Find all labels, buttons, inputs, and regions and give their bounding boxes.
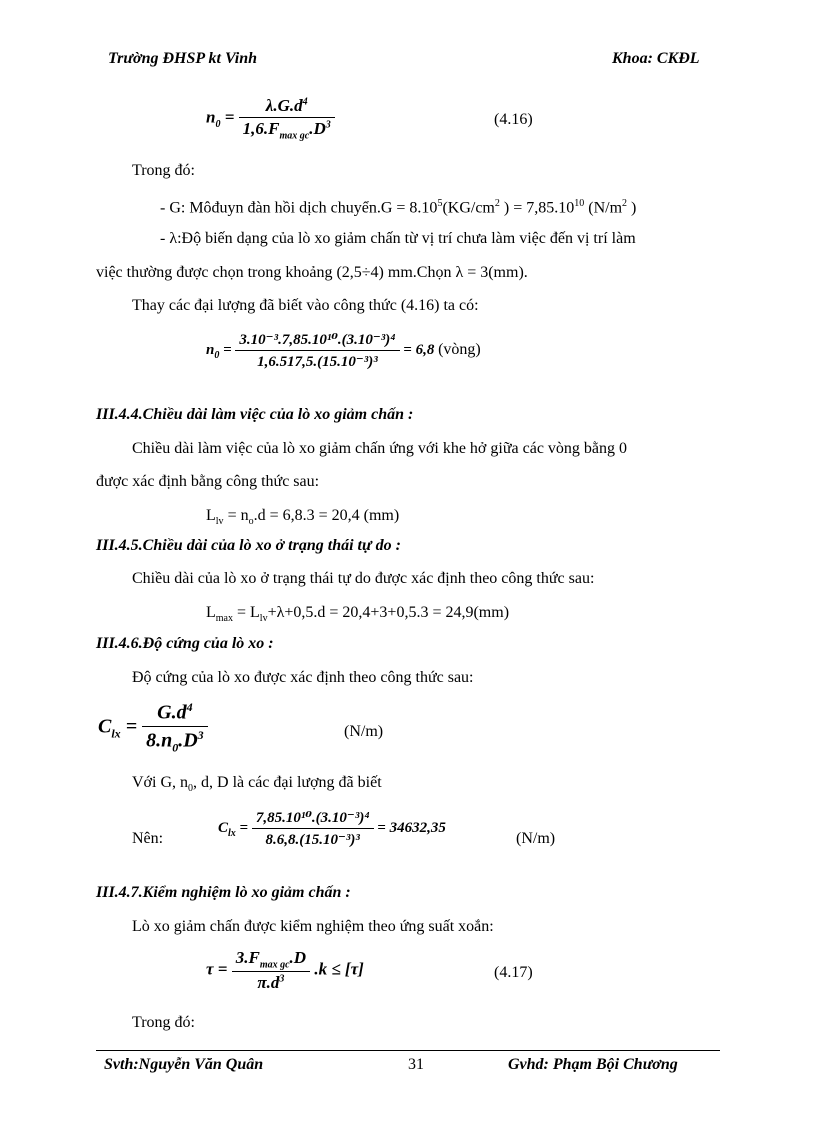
section-heading-4-5: III.4.5.Chiều dài của lò xo ở trạng thái tự do : [96,537,401,554]
text-substitute: Thay các đại lượng đã biết vào công thức (4.16) ta có: [132,297,479,314]
equation-clx-unit: (N/m) [344,723,384,740]
bullet-g: - G: Môđuyn đàn hồi dịch chuyển.G = $8.10^5(KG/cm^2$ ) = $7,85.10^{10}$ ($N/m^2$ ) [160,198,637,217]
text-nen: Nên: [132,830,164,847]
equation-clx-calc: $C_{lx}$ = $\frac{\text{7,85.10¹⁰.(3.10⁻³)⁴}}{\text{8.6,8.(15.10⁻³)³}}$ = 34632,35 [218,810,446,848]
footer-divider [96,1050,720,1051]
footer-instructor: Gvhd: Phạm Bội Chương [508,1056,678,1073]
paragraph-4-7: Lò xo giảm chấn được kiểm nghiệm theo ứng suất xoắn: [132,918,494,935]
paragraph-4-4-line1: Chiều dài làm việc của lò xo giảm chấn ứng với khe hở giữa các vòng bằng 0 [132,440,628,457]
header-faculty: Khoa: CKĐL [612,50,700,67]
equation-n0-calc: $n_0$ = $\frac{\text{3.10⁻³.7,85.10¹⁰.(3.10⁻³)⁴}}{\text{1,6.517,5.(15.10⁻³)³}}$ = 6,8 (vòng) [206,332,481,370]
equation-4-16-label: (4.16) [494,111,533,128]
section-heading-4-4: III.4.4.Chiều dài làm việc của lò xo giảm chấn : [96,406,414,423]
bullet-lambda-line2: việc thường được chọn trong khoảng (2,5÷4) mm.Chọn λ = 3(mm). [96,264,528,281]
paragraph-known-quantities: Với G, $n_0$, d, D là các đại lượng đã biết [132,774,382,795]
equation-clx-calc-unit: (N/m) [516,830,556,847]
text-trong-do-2: Trong đó: [132,1014,195,1031]
paragraph-4-4-line2: được xác định bằng công thức sau: [96,473,320,490]
paragraph-4-6: Độ cứng của lò xo được xác định theo công thức sau: [132,669,474,686]
equation-llv: $L_{lv} = n_o.d = 6,8.3 = 20,4$ (mm) [206,507,400,528]
section-heading-4-7: III.4.7.Kiểm nghiệm lò xo giảm chấn : [96,884,351,901]
paragraph-4-5: Chiều dài của lò xo ở trạng thái tự do được xác định theo công thức sau: [132,570,595,587]
bullet-lambda-line1: - λ:Độ biến dạng của lò xo giảm chấn từ vị trí chưa làm việc đến vị trí làm [160,230,636,247]
header-school: Trường ĐHSP kt Vinh [108,50,258,67]
section-heading-4-6: III.4.6.Độ cứng của lò xo : [96,635,274,652]
equation-4-17: τ = $\frac{3.F_{max gc}.D}{\pi.d^3}$ .k ≤ [τ] [206,948,364,993]
text-trong-do: Trong đó: [132,162,195,179]
equation-4-17-label: (4.17) [494,964,533,981]
footer-student: Svth:Nguyễn Văn Quân [104,1056,264,1073]
footer-page-number: 31 [408,1056,424,1073]
equation-lmax: $L_{max} = L_{lv}+\lambda+0,5.d = 20,4+3+0,5.3 = 24,9(mm)$ [206,604,510,625]
equation-4-16: $n_0$ = $\frac{\lambda.G.d^4}{1,6.F_{max gc}.D^3}$ [206,96,335,141]
equation-clx: $C_{lx}$ = $\frac{G.d^4}{8.n_0.D^3}$ [98,700,208,755]
